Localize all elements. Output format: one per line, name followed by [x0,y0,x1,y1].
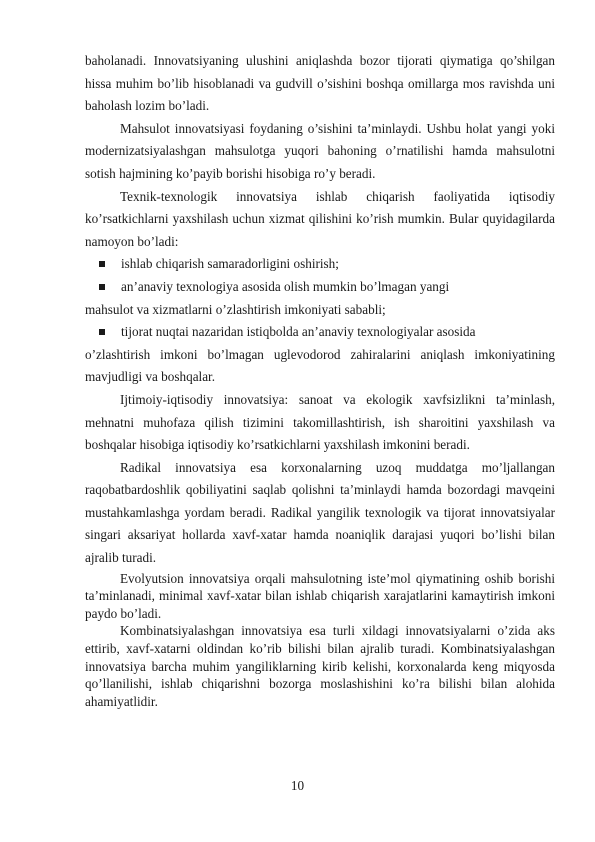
paragraph-combined-innovation: Kombinatsiyalashgan innovatsiya esa turli xildagi innovatsiyalarni o’zida aks ettirib, xavf-xatarni oldindan ko’rib bilishi bilan ajralib turadi. Kombinatsiyalashgan innovatsiya barcha muhim yangiliklarning kirib kelishi, korxonalarda keng miqyosda qo’llanilishi, ishlab chiqarishni bozorga moslashishini ko’ra bilishi bilan alohida ahamiyatlidir. [85,623,555,709]
list-item-text: an’anaviy texnologiya asosida olish mumkin bo’lmagan yangi [121,278,450,294]
list-item [85,321,555,344]
paragraph-evolutionary-innovation: Evolyutsion innovatsiya orqali mahsulotning iste’mol qiymatining oshib borishi ta’minlanadi, minimal xavf-xatar bilan ishlab chiqarish xarajatlarini kamaytirish imkoni paydo bo’ladi. [85,570,555,621]
paragraph-technical-innovation: Texnik-texnologik innovatsiya ishlab chiqarish faoliyatida iqtisodiy ko’rsatkichlarni yaxshilash uchun xizmat qilishini ko’rish mumkin. Bular quyidagilarda namoyon bo’ladi: [85,188,555,249]
paragraph-intro: baholanadi. Innovatsiyaning ulushini aniqlashda bozor tijorati qiymatiga qo’shilgan hissa muhim bo’lib hisoblanadi va gudvill o’sishini boshqa omillarga mos ravishda uni baholash lozim bo’ladi. [85,53,555,114]
list-item [85,253,555,276]
list-item-continuation: mahsulot va xizmatlarni o’zlashtirish imkoniyati sababli; [85,301,386,317]
square-bullet-icon [85,321,121,344]
list-item-text: tijorat nuqtai nazaridan istiqbolda an’anaviy texnologiyalar asosida [121,324,476,340]
page-number: 10 [290,778,305,793]
paragraph-socioeconomic-innovation: Ijtimoiy-iqtisodiy innovatsiya: sanoat va ekologik xavfsizlikni ta’minlash, mehnatni muhofaza qilish tizimini takomillashtirish, ish sharoitini yaxshilash va boshqalar hisobiga iqtisodiy ko’rsatkichlarni yaxshilash imkonini beradi. [85,391,555,453]
list-item-text: ishlab chiqarish samaradorligini oshirish; [121,256,339,272]
paragraph-product-innovation: Mahsulot innovatsiyasi foydaning o’sishini ta’minlaydi. Ushbu holat yangi yoki modernizatsiyalashgan mahsulotga yuqori bahoning o’rnatilishi hamda mahsulotni sotish hajmining ko’payib borishi hisobiga ro’y beradi. [85,120,555,181]
list-item [85,276,555,299]
square-bullet-icon [85,276,121,299]
square-bullet-icon [85,253,121,276]
document-page [85,50,555,710]
list-item-continuation: o’zlashtirish imkoni bo’lmagan uglevodorod zahiralarini aniqlash imkoniyatining mavjudligi va boshqalar. [85,346,555,385]
paragraph-radical-innovation: Radikal innovatsiya esa korxonalarning uzoq muddatga mo’ljallangan raqobatbardoshlik qobiliyatini saqlab qolishni ta’minlaydi hamda bozordagi mavqeini mustahkamlashga yordam beradi. Radikal yangilik texnologik va tijorat innovatsiyalar singari aksariyat hollarda xavf-xatar hamda noaniqlik darajasi yuqori bo’lishi bilan ajralib turadi. [85,459,555,566]
